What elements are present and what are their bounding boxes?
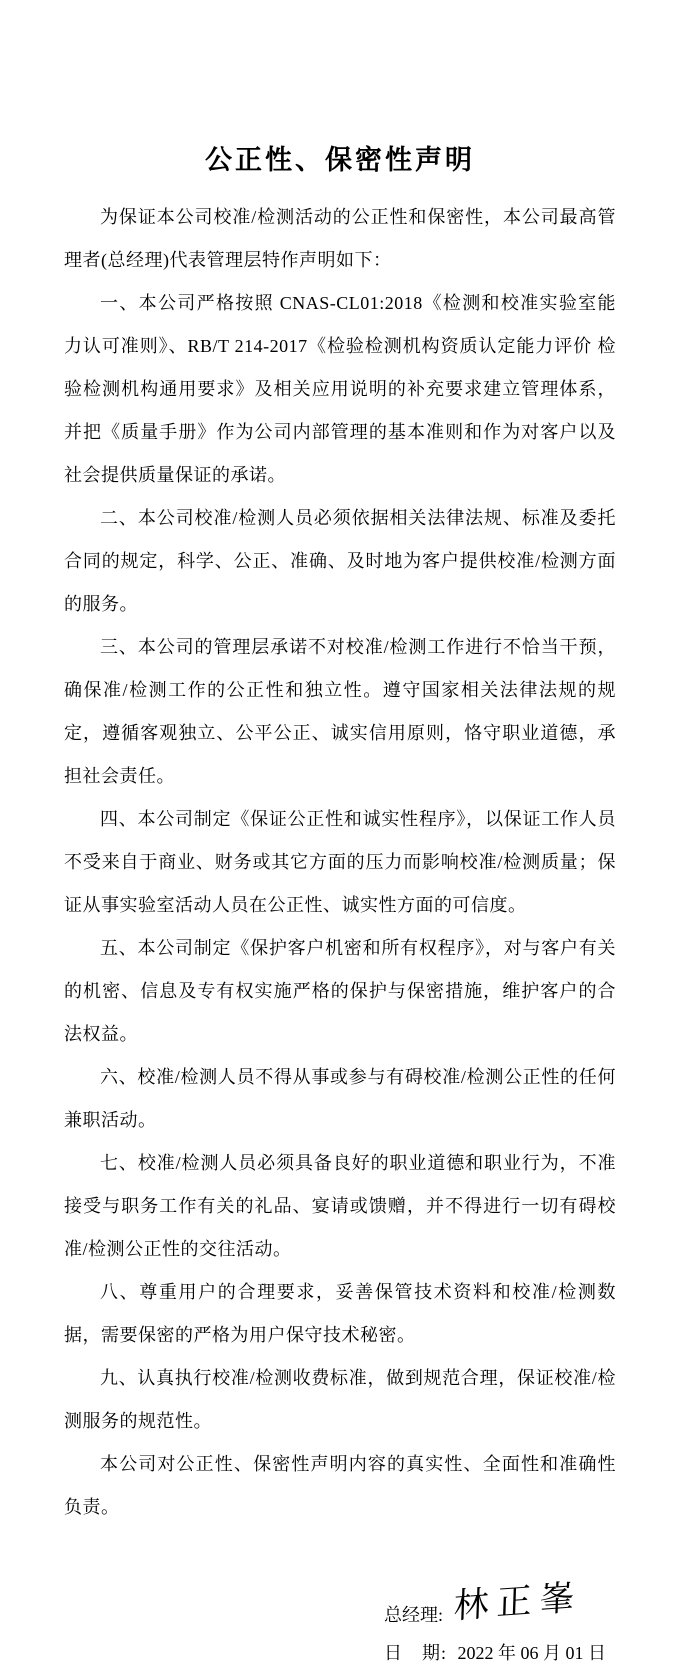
- signature-block: [384, 1571, 616, 1667]
- manager-signature-row: [384, 1571, 616, 1629]
- paragraph: 二、本公司校准/检测人员必须依据相关法律法规、标准及委托合同的规定，科学、公正、准确、及时地为客户提供校准/检测方面的服务。: [64, 508, 616, 614]
- paragraph: 八、尊重用户的合理要求，妥善保管技术资料和校准/检测数据，需要保密的严格为用户保守技术秘密。: [64, 1282, 616, 1345]
- manager-handwritten-signature: 林正峯: [453, 1577, 584, 1626]
- paragraph: 本公司对公正性、保密性声明内容的真实性、全面性和准确性负责。: [64, 1454, 616, 1517]
- date-label: 日 期:: [384, 1643, 448, 1663]
- paragraph: 一、本公司严格按照 CNAS-CL01:2018《检测和校准实验室能力认可准则》、RB/T 214-2017《检验检测机构资质认定能力评价 检验检测机构通用要求》及相关应用说明的补充要求建立管理体系，并把《质量手册》作为公司内部管理的基本准则和作为对客户以及社会提供质量保证的承诺。: [64, 293, 616, 485]
- paragraph: 三、本公司的管理层承诺不对校准/检测工作进行不恰当干预，确保准/检测工作的公正性和独立性。遵守国家相关法律法规的规定，遵循客观独立、公平公正、诚实信用原则，恪守职业道德，承担社会责任。: [64, 637, 616, 786]
- date-row: [384, 1639, 616, 1667]
- manager-label: 总经理:: [384, 1605, 444, 1625]
- paragraph: 五、本公司制定《保护客户机密和所有权程序》，对与客户有关的机密、信息及专有权实施严格的保护与保密措施，维护客户的合法权益。: [64, 938, 616, 1044]
- paragraph: 六、校准/检测人员不得从事或参与有碍校准/检测公正性的任何兼职活动。: [64, 1067, 616, 1130]
- paragraph: 四、本公司制定《保证公正性和诚实性程序》，以保证工作人员不受来自于商业、财务或其它方面的压力而影响校准/检测质量；保证从事实验室活动人员在公正性、诚实性方面的可信度。: [64, 809, 616, 915]
- paragraph: 七、校准/检测人员必须具备良好的职业道德和职业行为，不准接受与职务工作有关的礼品、宴请或馈赠，并不得进行一切有碍校准/检测公正性的交往活动。: [64, 1153, 616, 1259]
- page-title: 公正性、保密性声明: [205, 145, 475, 175]
- document-body: [64, 196, 616, 1529]
- paragraph: 九、认真执行校准/检测收费标准，做到规范合理，保证校准/检测服务的规范性。: [64, 1368, 616, 1431]
- date-value: 2022 年 06 月 01 日: [457, 1643, 607, 1663]
- paragraph: 为保证本公司校准/检测活动的公正性和保密性，本公司最高管理者(总经理)代表管理层特作声明如下：: [64, 207, 616, 270]
